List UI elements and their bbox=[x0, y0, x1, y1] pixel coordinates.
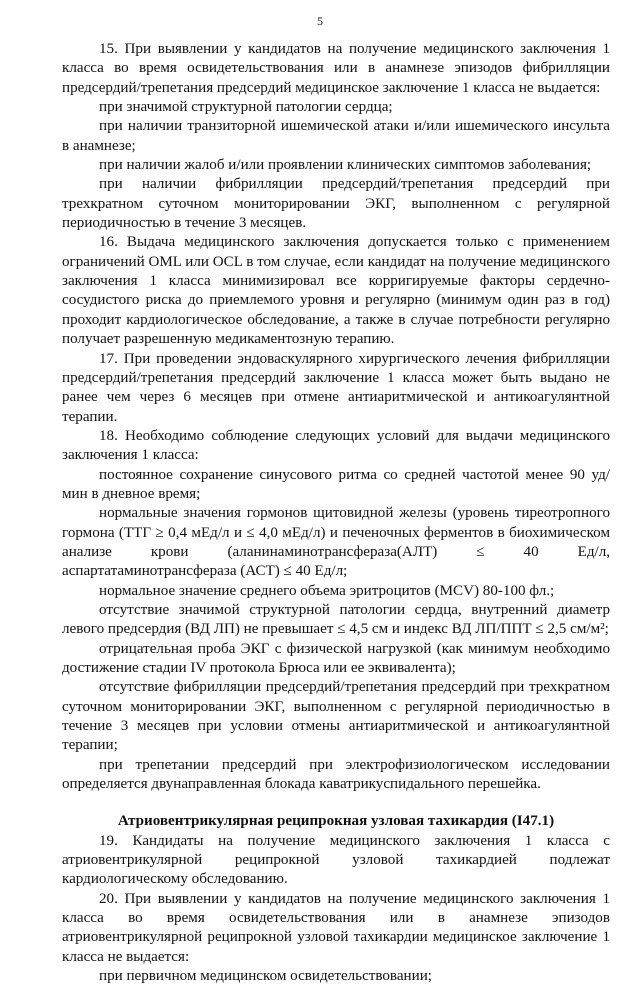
section-heading: Атриовентрикулярная реципрокная узловая тахикардия (I47.1) bbox=[117, 813, 555, 830]
paragraph-17: 17. При проведении эндоваскулярного хирургического лечения фибрилляции предсердий/трепетания предсердий заключение 1 класса может быть выдано не ранее чем через 6 месяцев при отмене антиаритмической и антикоагулянтной терапии. bbox=[62, 350, 610, 425]
list-item: нормальное значение среднего объема эритроцитов (MCV) 80-100 фл.; bbox=[99, 582, 555, 599]
list-item: при трепетании предсердий при электрофизиологическом исследовании определяется двунаправленная блокада каватрикуспидального перешейка. bbox=[62, 756, 610, 793]
list-item: постоянное сохранение синусового ритма со средней частотой менее 90 уд/мин в дневное время; bbox=[62, 466, 610, 502]
paragraph-19: 19. Кандидаты на получение медицинского заключения 1 класса с атриовентрикулярной реципрокной узловой тахикардией подлежат кардиологическому обследованию. bbox=[62, 832, 610, 888]
list-item: отсутствие фибрилляции предсердий/трепетания предсердий при трехкратном суточном мониторировании ЭКГ, выполненном с регулярной периодичностью в течение 3 месяцев при условии отмены антиаритмической и антикоагулянтной терапии; bbox=[62, 679, 610, 754]
page-number: 5 bbox=[317, 14, 323, 28]
paragraph-15: 15. При выявлении у кандидатов на получение медицинского заключения 1 класса во время освидетельствования или в анамнезе эпизодов фибрилляции предсердий/трепетания предсердий медицинское заключение 1 класса не выдается: bbox=[62, 41, 610, 96]
list-item: нормальные значения гормонов щитовидной железы (уровень тиреотропного гормона (ТТГ ≥ 0,4 мЕд/л и ≤ 4,0 мЕд/л) и печеночных ферментов в биохимическом анализе крови (аланинаминотрансфераза(АЛТ) ≤ 40 Ед/л, аспартатаминотрансфераза (АСТ) ≤ 40 Ед/л; bbox=[62, 505, 610, 580]
paragraph-16: 16. Выдача медицинского заключения допускается только с применением ограничений OML или OCL в том случае, если кандидат на получение медицинского заключения 1 класса минимизировал все корригируемые факторы сердечно-сосудистого риска до приемлемого уровня и регулярно (минимум один раз в год) проходит кардиологическое обследование, а также в случае потребности регулярно получает разрешенную медикаментозную терапию. bbox=[62, 234, 610, 348]
list-item: при наличии фибрилляции предсердий/трепетания предсердий при трехкратном суточном мониторировании ЭКГ, выполненном с регулярной периодичностью в течение 3 месяцев. bbox=[62, 176, 610, 232]
list-item: отсутствие значимой структурной патологии сердца, внутренний диаметр левого предсердия (ВД ЛП) не превышает ≤ 4,5 см и индекс ВД ЛП/ППТ ≤ 2,5 см/м²; bbox=[62, 601, 610, 638]
list-item: при значимой структурной патологии сердца; bbox=[99, 99, 393, 116]
list-item: при наличии жалоб и/или проявлении клинических симптомов заболевания; bbox=[99, 157, 592, 174]
paragraph-18: 18. Необходимо соблюдение следующих условий для выдачи медицинского заключения 1 класса: bbox=[62, 427, 610, 464]
paragraph-20: 20. При выявлении у кандидатов на получение медицинского заключения 1 класса во время освидетельствования или в анамнезе эпизодов атриовентрикулярной реципрокной узловой тахикардии медицинское заключение 1 класса не выдается: bbox=[62, 890, 610, 965]
document-body bbox=[62, 40, 610, 987]
list-item: при первичном медицинском освидетельствовании; bbox=[99, 968, 432, 985]
list-item: отрицательная проба ЭКГ с физической нагрузкой (как минимум необходимо достижение стадии IV протокола Брюса или ее эквивалента); bbox=[62, 640, 610, 676]
list-item: при наличии транзиторной ишемической атаки и/или ишемического инсульта в анамнезе; bbox=[62, 118, 610, 154]
